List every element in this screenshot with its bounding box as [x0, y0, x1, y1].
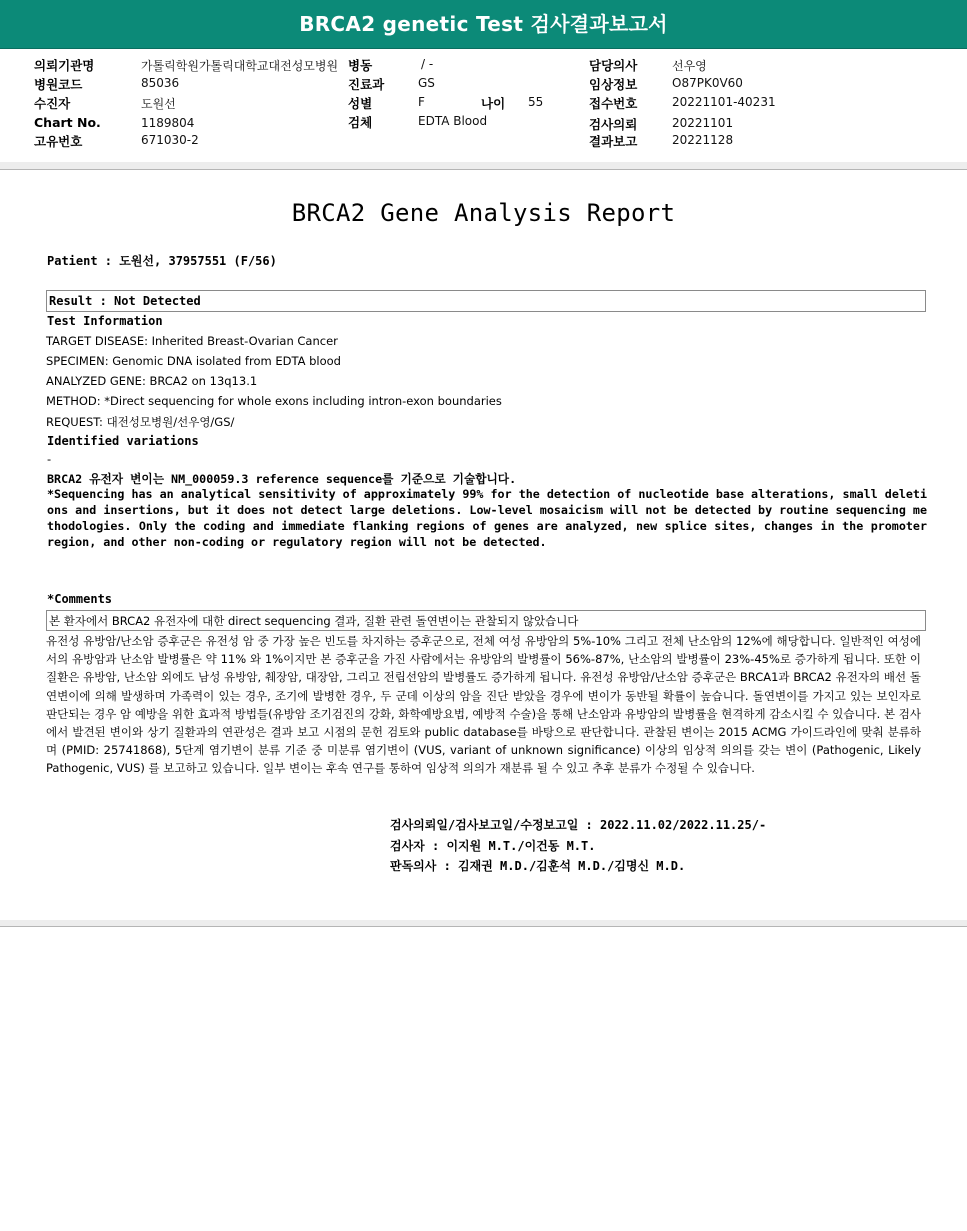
ward-value: / -: [421, 57, 434, 71]
comment-result-text: 본 환자에서 BRCA2 유전자에 대한 direct sequencing 결과, 질환 관련 돌연변이는 관찰되지 않았습니다: [49, 614, 579, 628]
report-title: BRCA2 Gene Analysis Report: [291, 199, 676, 227]
analyzed-gene-line: ANALYZED GENE: BRCA2 on 13q13.1: [46, 374, 258, 388]
specimen-label: 검체: [348, 115, 373, 130]
specimen-value: EDTA Blood: [418, 114, 488, 128]
footer-separator-line: [0, 926, 967, 927]
physician-label: 담당의사: [589, 58, 638, 73]
sex-label: 성별: [348, 96, 373, 111]
examinee-label: 수진자: [34, 96, 71, 111]
unique-no-label: 고유번호: [34, 134, 83, 149]
reader-line: 판독의사 : 김재권 M.D./김훈석 M.D./김명신 M.D.: [390, 859, 686, 873]
chart-no-value: 1189804: [141, 116, 195, 130]
reference-sequence-note: BRCA2 유전자 변이는 NM_000059.3 reference sequence를 기준으로 기술합니다.: [47, 472, 517, 486]
request-line: REQUEST: 대전성모병원/선우영/GS/: [46, 415, 235, 429]
sex-value: F: [418, 95, 425, 109]
target-disease-line: TARGET DISEASE: Inherited Breast-Ovarian Cancer: [46, 334, 338, 348]
sensitivity-note: *Sequencing has an analytical sensitivity of approximately 99% for the detection of nucleotide base alterations, small deletions and insertions, but it does not detect large deletions. Low-level mosaicism will not be detected by routine sequencing methodologies. Only the coding and immediate flanking regions of genes are analyzed, new splice sites, changes in the promoter region, and other non-coding or regulatory region will not be detected.: [47, 487, 927, 549]
test-information-heading: Test Information: [47, 314, 163, 328]
report-header-title: BRCA2 genetic Test 검사결과보고서: [0, 0, 967, 49]
ward-label: 병동: [348, 58, 373, 73]
institution-label: 의뢰기관명: [34, 58, 95, 73]
clinical-info-value: O87PK0V60: [672, 76, 743, 90]
dates-line: 검사의뢰일/검사보고일/수정보고일 : 2022.11.02/2022.11.25/-: [390, 818, 767, 832]
identified-variations-heading: Identified variations: [47, 434, 199, 448]
hospital-code-value: 85036: [141, 76, 180, 90]
comments-heading: *Comments: [47, 592, 113, 606]
physician-value: 선우영: [672, 59, 707, 73]
examiner-line: 검사자 : 이지원 M.T./이건동 M.T.: [390, 839, 596, 853]
header-separator-band: [0, 162, 967, 169]
report-date-value: 20221128: [672, 133, 734, 147]
result-text: Result : Not Detected: [49, 294, 201, 308]
age-value: 55: [528, 95, 544, 109]
examinee-value: 도원선: [141, 97, 176, 111]
patient-line: Patient : 도원선, 37957551 (F/56): [47, 254, 277, 268]
department-value: GS: [418, 76, 435, 90]
comment-body: 유전성 유방암/난소암 증후군은 유전성 암 중 가장 높은 빈도를 차지하는 증후군으로, 전체 여성 유방암의 5%-10% 그리고 전체 난소암의 12%에 해당합니다. 일반적인 여성에서의 유방암과 난소암 발병률은 약 11% 와 1%이지만 본 증후군을 가진 사람에서는 유방암의 발병률이 56%-87%, 난소암의 발병률이 23%-45%로 증가하게 됩니다. 또한 이 질환은 유방암, 난소암 외에도 남성 유방암, 췌장암, 대장암, 그리고 전립선암의 발병률도 증가하게 됩니다. 유전성 유방암/난소암 증후군은 BRCA1과 BRCA2 유전자의 배선 돌연변이에 의해 발생하며 가족력이 있는 경우, 조기에 발병한 경우, 두 군데 이상의 암을 진단 받았을 경우에 변이가 동반될 확률이 높습니다. 돌연변이를 가지고 있는 보인자로 판단되는 경우 암 예방을 위한 효과적 방법들(유방암 조기검진의 강화, 화학예방요법, 예방적 수술)을 통해 난소암과 유방암의 발병률을 현격하게 감소시킬 수 있습니다. 본 검사에서 발견된 변이와 상기 질환과의 연관성은 결과 보고 시점의 문헌 검토와 public database를 바탕으로 판단합니다. 관찰된 변이는 2015 ACMG 가이드라인에 맞춰 분류하며 (PMID: 25741868), 5단계 염기변이 분류 기준 중 미분류 염기변이 (VUS, variant of unknown significance) 이상의 임상적 의의를 갖는 변이 (Pathogenic, Likely Pathogenic, VUS) 를 보고하고 있습니다. 일부 변이는 후속 연구를 통하여 임상적 의의가 재분류 될 수 있고 추후 분류가 수정될 수 있습니다.: [46, 634, 921, 776]
receipt-no-label: 접수번호: [589, 96, 638, 111]
request-date-label: 검사의뢰: [589, 117, 638, 132]
age-label: 나이: [481, 96, 506, 111]
receipt-no-value: 20221101-40231: [672, 95, 776, 109]
hospital-code-label: 병원코드: [34, 77, 83, 92]
institution-value: 가톨릭학원가톨릭대학교대전성모병원: [141, 59, 339, 73]
header-separator-line: [0, 169, 967, 170]
specimen-line: SPECIMEN: Genomic DNA isolated from EDTA blood: [46, 354, 341, 368]
identified-variations-value: -: [47, 452, 52, 466]
clinical-info-label: 임상정보: [589, 77, 638, 92]
method-line: METHOD: *Direct sequencing for whole exons including intron-exon boundaries: [46, 394, 502, 408]
chart-no-label: Chart No.: [34, 115, 101, 130]
request-date-value: 20221101: [672, 116, 734, 130]
unique-no-value: 671030-2: [141, 133, 199, 147]
department-label: 진료과: [348, 77, 385, 92]
report-date-label: 결과보고: [589, 134, 638, 149]
